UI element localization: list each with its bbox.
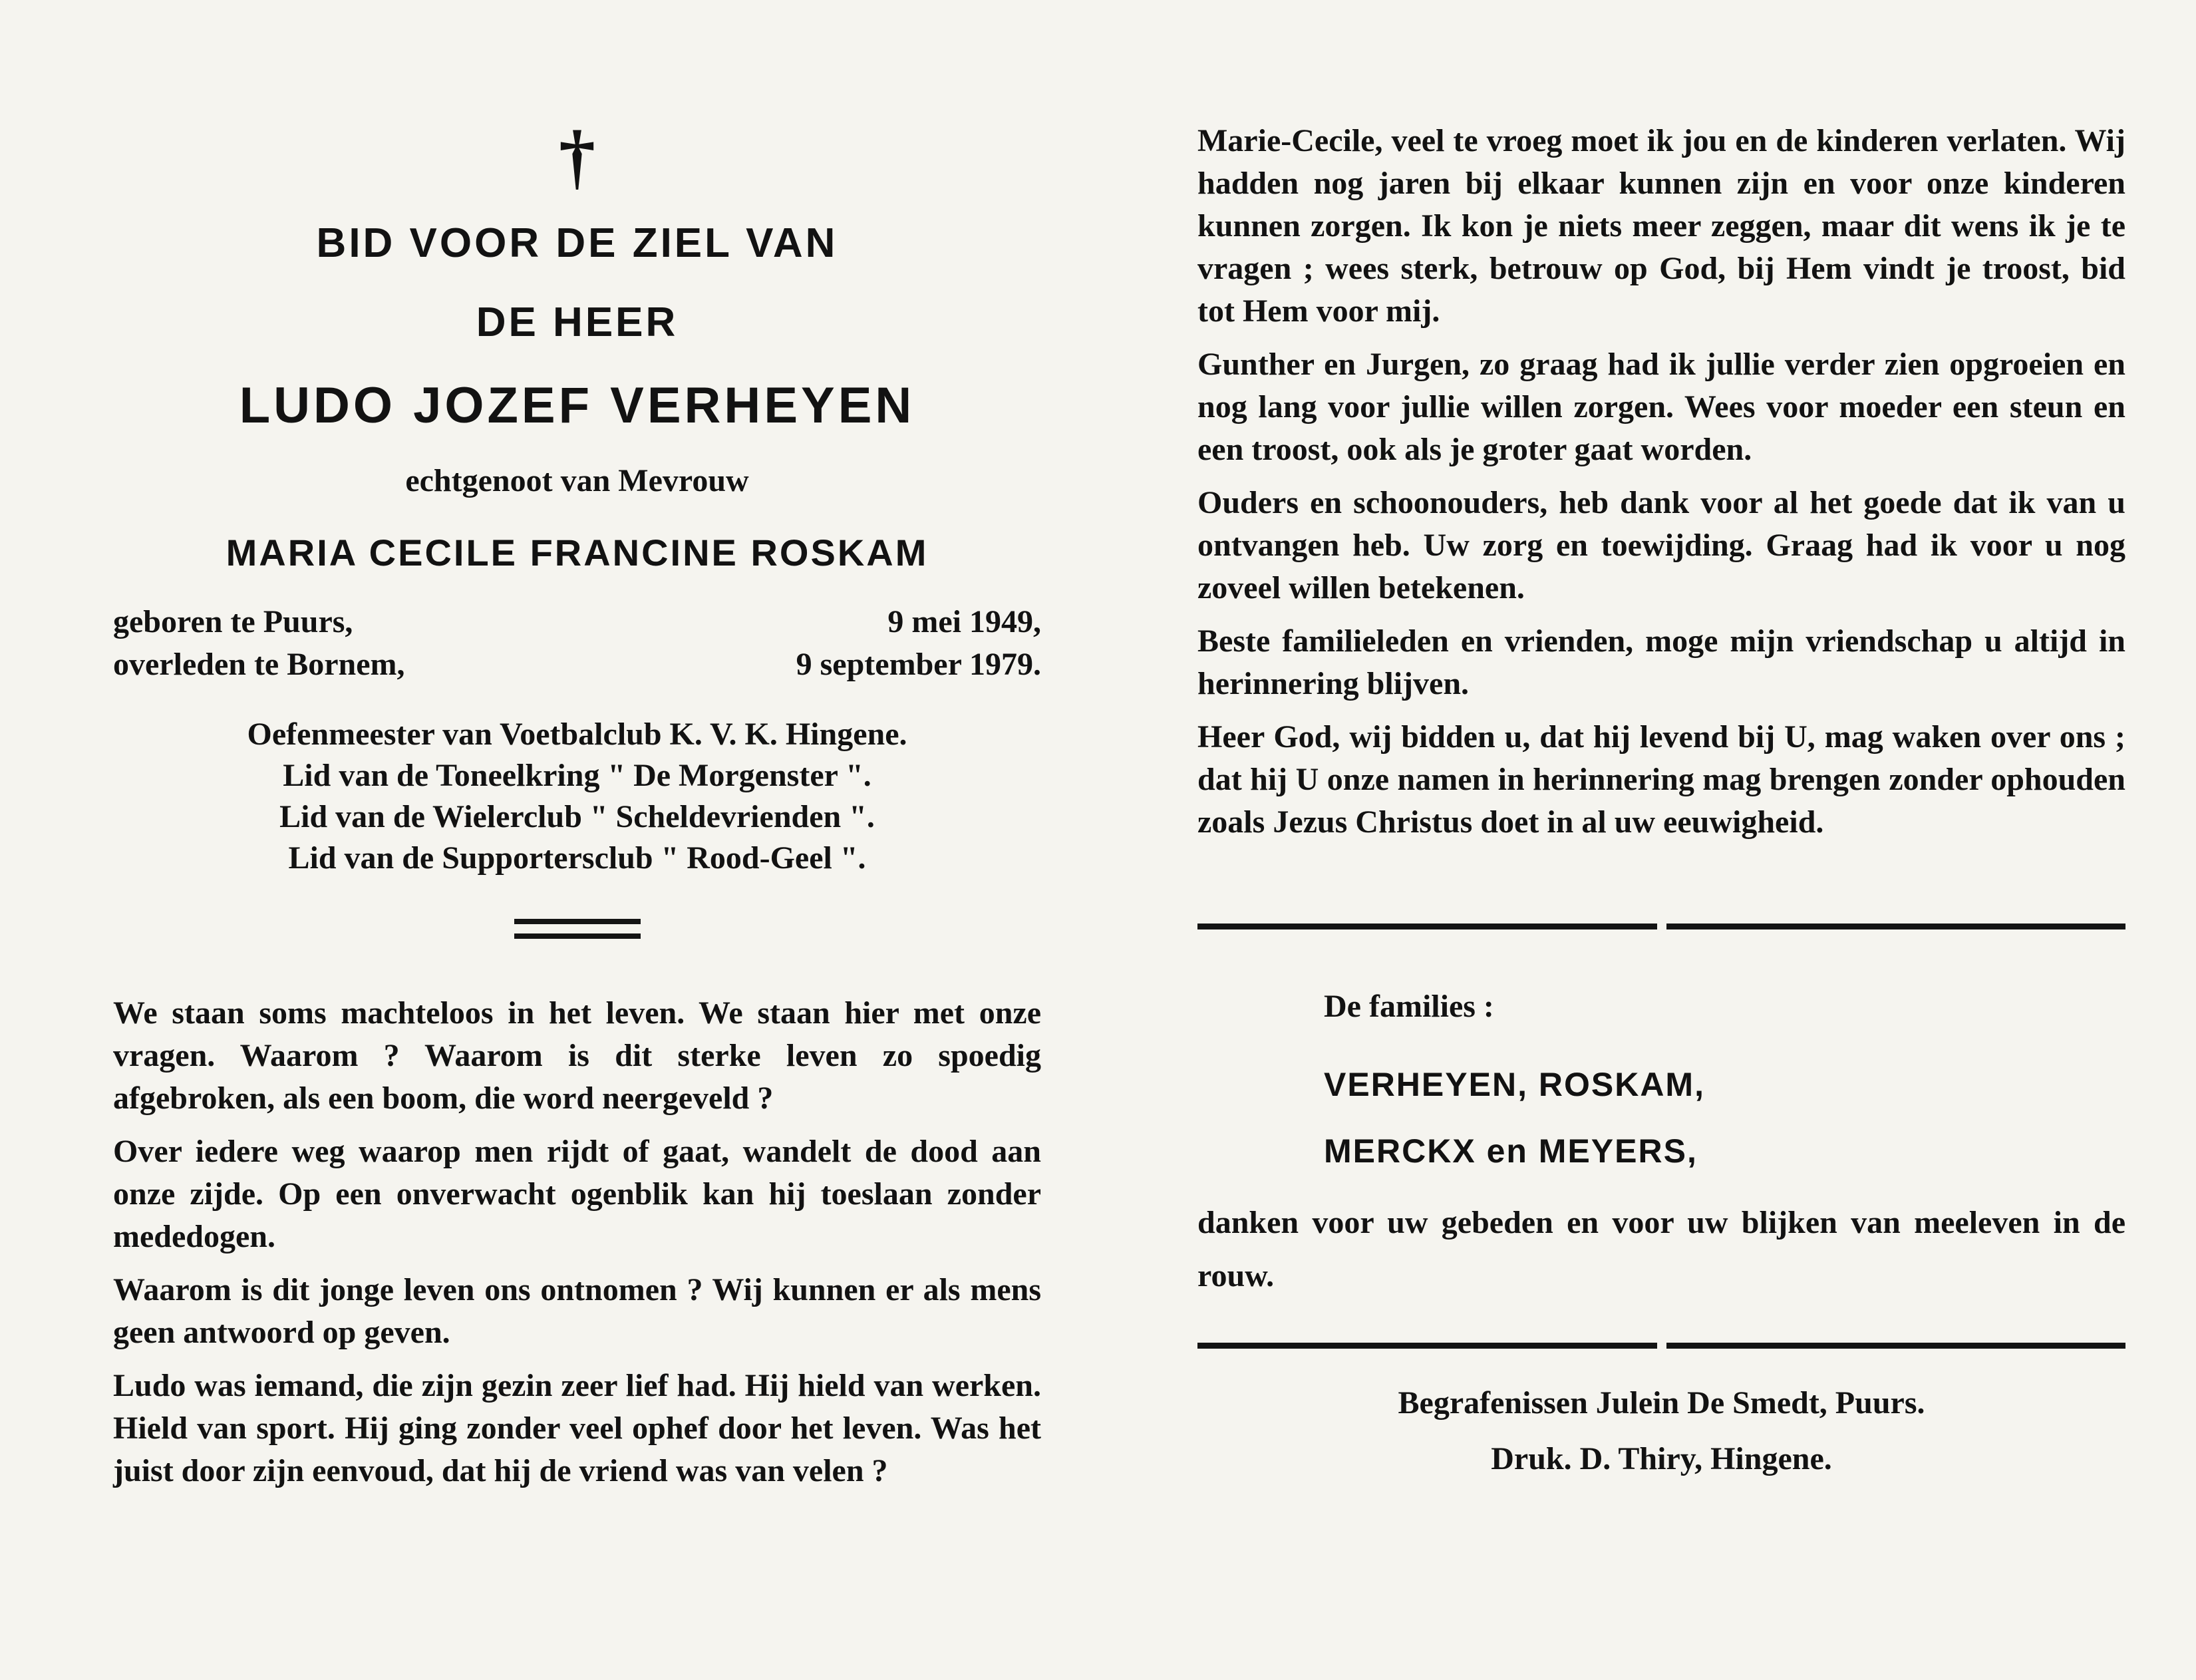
paragraph: Marie-Cecile, veel te vroeg moet ik jou en de kinderen verlaten. Wij hadden nog jaren bij elkaar kunnen zijn en voor onze kinderen kunnen zorgen. Ik kon je niets meer zeggen, maar dit wens ik je te vragen ; wees sterk, betrouw op God, bij Hem vindt je troost, bid tot Hem voor mij. [1197, 123, 2125, 329]
paragraph: Heer God, wij bidden u, dat hij levend bij U, mag waken over ons ; dat hij U onze namen in herinnering mag brengen zonder ophouden zoals Jezus Christus doet in al uw eeuwigheid. [1197, 719, 2125, 840]
horizontal-rule [1197, 1343, 2125, 1349]
paragraph: Gunther en Jurgen, zo graag had ik jullie verder zien opgroeien en nog lang voor jullie willen zorgen. Wees voor moeder een steun en een troost, ook als je groter gaat worden. [1197, 347, 2125, 467]
life-dates [113, 601, 1041, 686]
paragraph: Over iedere weg waarop men rijdt of gaat, wandelt de dood aan onze zijde. Op een onverwacht ogenblik kan hij toeslaan zonder mededogen. [113, 1134, 1041, 1254]
credits [1197, 1375, 2125, 1487]
paragraph: Waarom is dit jonge leven ons ontnomen ? Wij kunnen er als mens geen antwoord op geven. [113, 1272, 1041, 1350]
deceased-name: LUDO JOZEF VERHEYEN [239, 377, 915, 434]
birth-date: 9 mei 1949, [887, 604, 1041, 639]
farewell-text [1197, 120, 2125, 844]
club-memberships [113, 714, 1041, 879]
club-line: Lid van de Wielerclub " Scheldevrienden ". [279, 799, 875, 834]
double-rule-divider [514, 919, 641, 939]
birth-row [113, 601, 1041, 643]
horizontal-rule [1197, 924, 2125, 929]
death-row [113, 643, 1041, 686]
paragraph: Beste familieleden en vrienden, moge mijn vriendschap u altijd in herinnering blijven. [1197, 623, 2125, 701]
family-names-line: MERCKX en MEYERS, [1324, 1132, 1698, 1170]
paragraph: We staan soms machteloos in het leven. We staan hier met onze vragen. Waarom ? Waarom is dit sterke leven zo spoedig afgebroken, als een boom, die word neergeveld ? [113, 995, 1041, 1116]
right-page [1197, 120, 2125, 1487]
paragraph: Ouders en schoonouders, heb dank voor al het goede dat ik van u ontvangen heb. Uw zorg en toewijding. Graag had ik voor u nog zoveel willen betekenen. [1197, 485, 2125, 605]
family-names-line: VERHEYEN, ROSKAM, [1324, 1066, 1705, 1103]
birth-place: geboren te Puurs, [113, 604, 353, 639]
club-line: Oefenmeester van Voetbalclub K. V. K. Hingene. [247, 717, 907, 752]
spouse-name: MARIA CECILE FRANCINE ROSKAM [226, 532, 929, 574]
spouse-label: echtgenoot van Mevrouw [405, 463, 749, 498]
thanks-text: danken voor uw gebeden en voor uw blijken van meeleven in de rouw. [1197, 1205, 2125, 1293]
death-date: 9 september 1979. [796, 647, 1041, 682]
honorific: DE HEER [476, 299, 679, 345]
death-place: overleden te Bornem, [113, 647, 405, 682]
family-names [1324, 1051, 2125, 1184]
paragraph: Ludo was iemand, die zijn gezin zeer lief had. Hij hield van werken. Hield van sport. Hij ging zonder veel ophef door het leven. Was het juist door zijn eenvoud, dat hij de vriend was van velen ? [113, 1368, 1041, 1488]
printer-credit: Druk. D. Thiry, Hingene. [1491, 1441, 1832, 1476]
club-line: Lid van de Supportersclub " Rood-Geel ". [288, 840, 866, 876]
prayer-heading: BID VOOR DE ZIEL VAN [316, 220, 838, 266]
left-page [113, 116, 1041, 1503]
reflection-text [113, 992, 1041, 1492]
cross-icon: † [559, 116, 595, 197]
club-line: Lid van de Toneelkring " De Morgenster ". [283, 758, 871, 793]
undertaker-credit: Begrafenissen Julein De Smedt, Puurs. [1398, 1385, 1925, 1421]
families-label: De families : [1324, 989, 1494, 1024]
